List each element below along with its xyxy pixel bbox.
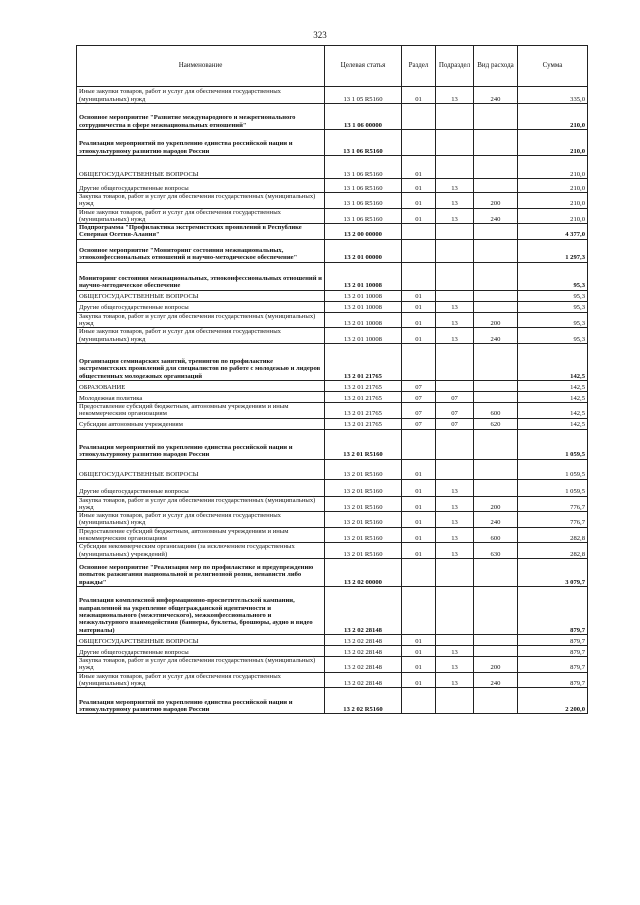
table-row (77, 328, 588, 344)
table-row (77, 156, 588, 179)
cell-expense-type (474, 130, 518, 156)
cell-target-article: 13 2 00 00000 (325, 224, 402, 240)
cell-subsection (436, 104, 474, 130)
cell-target-article: 13 1 06 00000 (325, 104, 402, 130)
cell-section (402, 688, 436, 714)
cell-subsection: 13 (436, 193, 474, 209)
table-row (77, 262, 588, 290)
cell-subsection (436, 586, 474, 634)
cell-sum: 879,7 (518, 645, 588, 656)
table-row (77, 343, 588, 380)
cell-section: 07 (402, 391, 436, 402)
cell-expense-type (474, 224, 518, 240)
cell-section: 01 (402, 312, 436, 328)
cell-section (402, 343, 436, 380)
cell-sum: 2 200,0 (518, 688, 588, 714)
cell-target-article: 13 1 06 R5160 (325, 208, 402, 224)
cell-subsection: 13 (436, 527, 474, 543)
cell-subsection (436, 380, 474, 391)
cell-subsection: 13 (436, 312, 474, 328)
cell-section: 07 (402, 402, 436, 418)
cell-name: Предоставление субсидий бюджетным, автономным учреждениям и иным некоммерческим организациям (77, 527, 325, 543)
cell-name: Другие общегосударственные вопросы (77, 301, 325, 312)
cell-sum: 879,7 (518, 656, 588, 672)
cell-section: 01 (402, 496, 436, 512)
cell-section (402, 239, 436, 262)
cell-name: Основное мероприятие "Реализация мер по профилактике и предупреждению попыток разжигания национальной и религиозной розни, ненависти либо вражды" (77, 558, 325, 586)
cell-name: ОБРАЗОВАНИЕ (77, 380, 325, 391)
cell-target-article: 13 2 01 R5160 (325, 429, 402, 459)
header-expense-type: Вид расхода (474, 46, 518, 87)
cell-expense-type (474, 645, 518, 656)
cell-subsection: 13 (436, 512, 474, 528)
cell-name: Реализация мероприятий по укреплению единства российской нации и этнокультурному развитию народов России (77, 429, 325, 459)
cell-name: Субсидии некоммерческим организациям (за исключением государственных (муниципальных) учреждений) (77, 543, 325, 559)
cell-expense-type (474, 239, 518, 262)
cell-sum: 3 079,7 (518, 558, 588, 586)
cell-target-article: 13 2 01 00000 (325, 239, 402, 262)
cell-sum: 4 377,0 (518, 224, 588, 240)
cell-expense-type: 240 (474, 672, 518, 688)
cell-subsection (436, 290, 474, 301)
cell-sum: 776,7 (518, 512, 588, 528)
cell-sum: 210,0 (518, 130, 588, 156)
cell-subsection (436, 688, 474, 714)
cell-section: 01 (402, 634, 436, 645)
cell-section: 07 (402, 418, 436, 429)
cell-section: 01 (402, 543, 436, 559)
table-row (77, 418, 588, 429)
cell-expense-type: 240 (474, 87, 518, 104)
table-row (77, 87, 588, 104)
table-row (77, 301, 588, 312)
cell-subsection: 13 (436, 479, 474, 496)
cell-target-article: 13 2 01 R5160 (325, 543, 402, 559)
cell-section: 01 (402, 179, 436, 193)
cell-section (402, 558, 436, 586)
cell-target-article: 13 1 05 R5160 (325, 87, 402, 104)
cell-target-article: 13 2 01 10008 (325, 328, 402, 344)
cell-expense-type: 600 (474, 402, 518, 418)
cell-name: Иные закупки товаров, работ и услуг для обеспечения государственных (муниципальных) нужд (77, 87, 325, 104)
cell-expense-type: 200 (474, 312, 518, 328)
cell-subsection (436, 224, 474, 240)
cell-sum: 95,3 (518, 301, 588, 312)
cell-expense-type: 620 (474, 418, 518, 429)
cell-name: Закупка товаров, работ и услуг для обеспечения государственных (муниципальных) нужд (77, 496, 325, 512)
cell-target-article: 13 1 06 R5160 (325, 156, 402, 179)
cell-target-article: 13 2 02 28148 (325, 656, 402, 672)
table-row (77, 224, 588, 240)
cell-subsection: 13 (436, 328, 474, 344)
cell-sum: 95,3 (518, 290, 588, 301)
cell-target-article: 13 2 01 21765 (325, 402, 402, 418)
cell-target-article: 13 2 01 R5160 (325, 496, 402, 512)
cell-section: 01 (402, 290, 436, 301)
cell-expense-type (474, 429, 518, 459)
cell-expense-type (474, 343, 518, 380)
cell-expense-type (474, 301, 518, 312)
table-row (77, 290, 588, 301)
cell-expense-type (474, 156, 518, 179)
cell-subsection (436, 239, 474, 262)
cell-name: Реализация комплексной информационно-просветительской кампании, направленной на укрепление общегражданской идентичности и межнационального (межэтнического), межконфессионального и межкультурного взаимодействия (баннеры, буклеты, брошюры, аудио и видео материалы) (77, 586, 325, 634)
cell-name: Другие общегосударственные вопросы (77, 179, 325, 193)
cell-target-article: 13 2 02 28148 (325, 586, 402, 634)
cell-expense-type (474, 262, 518, 290)
cell-name: Закупка товаров, работ и услуг для обеспечения государственных (муниципальных) нужд (77, 312, 325, 328)
cell-expense-type (474, 688, 518, 714)
cell-target-article: 13 2 01 R5160 (325, 512, 402, 528)
cell-subsection: 13 (436, 543, 474, 559)
cell-sum: 210,0 (518, 156, 588, 179)
cell-subsection: 13 (436, 179, 474, 193)
cell-name: Предоставление субсидий бюджетным, автономным учреждениям и иным некоммерческим организациям (77, 402, 325, 418)
cell-target-article: 13 1 06 R5160 (325, 179, 402, 193)
cell-target-article: 13 2 02 28148 (325, 634, 402, 645)
cell-name: ОБЩЕГОСУДАРСТВЕННЫЕ ВОПРОСЫ (77, 459, 325, 479)
cell-expense-type: 630 (474, 543, 518, 559)
cell-target-article: 13 2 01 21765 (325, 391, 402, 402)
table-row (77, 496, 588, 512)
cell-section: 01 (402, 87, 436, 104)
cell-name: Организация семинарских занятий, тренингов по профилактике экстремистских проявлений для специалистов по работе с молодежью и лидеров общественных молодежных организаций (77, 343, 325, 380)
cell-section (402, 130, 436, 156)
cell-name: Иные закупки товаров, работ и услуг для обеспечения государственных (муниципальных) нужд (77, 672, 325, 688)
cell-sum: 879,7 (518, 586, 588, 634)
cell-name: Другие общегосударственные вопросы (77, 479, 325, 496)
cell-target-article: 13 2 01 21765 (325, 418, 402, 429)
table-row (77, 688, 588, 714)
cell-subsection: 07 (436, 418, 474, 429)
cell-expense-type: 200 (474, 193, 518, 209)
cell-name: Реализация мероприятий по укреплению единства российской нации и этнокультурному развитию народов России (77, 130, 325, 156)
table-row (77, 512, 588, 528)
cell-expense-type (474, 290, 518, 301)
cell-expense-type (474, 104, 518, 130)
cell-subsection: 07 (436, 402, 474, 418)
cell-section (402, 586, 436, 634)
cell-section: 07 (402, 380, 436, 391)
cell-target-article: 13 2 02 R5160 (325, 688, 402, 714)
cell-target-article: 13 2 01 21765 (325, 380, 402, 391)
cell-section (402, 224, 436, 240)
cell-section: 01 (402, 479, 436, 496)
cell-name: ОБЩЕГОСУДАРСТВЕННЫЕ ВОПРОСЫ (77, 634, 325, 645)
cell-sum: 210,0 (518, 193, 588, 209)
cell-subsection (436, 343, 474, 380)
cell-sum: 142,5 (518, 343, 588, 380)
cell-target-article: 13 1 06 R5160 (325, 193, 402, 209)
cell-name: Закупка товаров, работ и услуг для обеспечения государственных (муниципальных) нужд (77, 193, 325, 209)
cell-expense-type (474, 391, 518, 402)
cell-subsection (436, 262, 474, 290)
cell-subsection: 13 (436, 87, 474, 104)
cell-name: Субсидии автономным учреждениям (77, 418, 325, 429)
cell-subsection (436, 558, 474, 586)
cell-name: Иные закупки товаров, работ и услуг для обеспечения государственных (муниципальных) нужд (77, 208, 325, 224)
cell-sum: 210,0 (518, 208, 588, 224)
table-row (77, 312, 588, 328)
cell-sum: 1 297,3 (518, 239, 588, 262)
table-row (77, 193, 588, 209)
cell-section (402, 262, 436, 290)
table-row (77, 479, 588, 496)
cell-section: 01 (402, 512, 436, 528)
cell-expense-type (474, 558, 518, 586)
cell-section: 01 (402, 527, 436, 543)
cell-section: 01 (402, 645, 436, 656)
cell-name: Подпрограмма "Профилактика экстремистских проявлений в Республике Северная Осетия-Алания" (77, 224, 325, 240)
cell-section (402, 104, 436, 130)
cell-name: Иные закупки товаров, работ и услуг для обеспечения государственных (муниципальных) нужд (77, 328, 325, 344)
cell-name: ОБЩЕГОСУДАРСТВЕННЫЕ ВОПРОСЫ (77, 290, 325, 301)
cell-subsection: 07 (436, 391, 474, 402)
cell-target-article: 13 2 01 10008 (325, 262, 402, 290)
cell-name: Основное мероприятие "Мониторинг состояния межнациональных, этноконфессиональных отношений и научно-методическое обеспечение" (77, 239, 325, 262)
cell-name: Закупка товаров, работ и услуг для обеспечения государственных (муниципальных) нужд (77, 656, 325, 672)
cell-sum: 142,5 (518, 391, 588, 402)
cell-target-article: 13 2 01 10008 (325, 312, 402, 328)
cell-sum: 776,7 (518, 496, 588, 512)
cell-subsection: 13 (436, 672, 474, 688)
cell-section: 01 (402, 656, 436, 672)
page-number: 323 (313, 30, 327, 40)
table-row (77, 239, 588, 262)
cell-subsection: 13 (436, 645, 474, 656)
cell-expense-type (474, 459, 518, 479)
cell-subsection (436, 634, 474, 645)
cell-name: Мониторинг состояния межнациональных, этноконфессиональных отношений и научно-методическое обеспечение (77, 262, 325, 290)
cell-section: 01 (402, 459, 436, 479)
cell-subsection (436, 459, 474, 479)
cell-target-article: 13 2 01 21765 (325, 343, 402, 380)
header-section: Раздел (402, 46, 436, 87)
cell-name: Реализация мероприятий по укреплению единства российской нации и этнокультурному развитию народов России (77, 688, 325, 714)
cell-sum: 210,0 (518, 179, 588, 193)
cell-target-article: 13 2 02 00000 (325, 558, 402, 586)
cell-sum: 210,0 (518, 104, 588, 130)
table-row (77, 634, 588, 645)
cell-expense-type (474, 634, 518, 645)
cell-expense-type (474, 479, 518, 496)
cell-subsection: 13 (436, 208, 474, 224)
cell-sum: 1 059,5 (518, 429, 588, 459)
table-row (77, 645, 588, 656)
cell-target-article: 13 2 01 10008 (325, 301, 402, 312)
cell-sum: 1 059,5 (518, 459, 588, 479)
table-row (77, 402, 588, 418)
cell-expense-type: 240 (474, 512, 518, 528)
cell-name: Молодежная политика (77, 391, 325, 402)
cell-sum: 282,8 (518, 543, 588, 559)
cell-target-article: 13 2 01 R5160 (325, 527, 402, 543)
header-sum: Сумма (518, 46, 588, 87)
cell-section: 01 (402, 328, 436, 344)
cell-sum: 879,7 (518, 634, 588, 645)
cell-section: 01 (402, 156, 436, 179)
cell-subsection (436, 130, 474, 156)
header-subsection: Подраздел (436, 46, 474, 87)
cell-sum: 1 059,5 (518, 479, 588, 496)
cell-expense-type: 600 (474, 527, 518, 543)
cell-name: Другие общегосударственные вопросы (77, 645, 325, 656)
table-row (77, 527, 588, 543)
table-row (77, 459, 588, 479)
cell-sum: 142,5 (518, 380, 588, 391)
table-row (77, 130, 588, 156)
table-row (77, 391, 588, 402)
cell-subsection: 13 (436, 656, 474, 672)
table-row (77, 429, 588, 459)
cell-section: 01 (402, 208, 436, 224)
cell-sum: 142,5 (518, 418, 588, 429)
cell-name: ОБЩЕГОСУДАРСТВЕННЫЕ ВОПРОСЫ (77, 156, 325, 179)
cell-subsection (436, 156, 474, 179)
cell-sum: 335,0 (518, 87, 588, 104)
table-row (77, 208, 588, 224)
cell-expense-type: 240 (474, 208, 518, 224)
cell-sum: 142,5 (518, 402, 588, 418)
table-row (77, 543, 588, 559)
cell-sum: 95,3 (518, 312, 588, 328)
cell-target-article: 13 2 01 R5160 (325, 479, 402, 496)
cell-sum: 879,7 (518, 672, 588, 688)
cell-expense-type: 200 (474, 496, 518, 512)
cell-sum: 282,8 (518, 527, 588, 543)
cell-target-article: 13 2 01 R5160 (325, 459, 402, 479)
cell-subsection: 13 (436, 301, 474, 312)
table-row (77, 380, 588, 391)
cell-sum: 95,3 (518, 262, 588, 290)
table-row (77, 656, 588, 672)
table-row (77, 672, 588, 688)
table-row (77, 558, 588, 586)
cell-expense-type (474, 586, 518, 634)
cell-expense-type: 240 (474, 328, 518, 344)
table-body (77, 87, 588, 714)
cell-sum: 95,3 (518, 328, 588, 344)
cell-section: 01 (402, 193, 436, 209)
cell-target-article: 13 1 06 R5160 (325, 130, 402, 156)
cell-section (402, 429, 436, 459)
cell-expense-type (474, 380, 518, 391)
table-row (77, 179, 588, 193)
budget-table (76, 45, 588, 714)
header-name: Наименование (77, 46, 325, 87)
table-header-row (77, 46, 588, 87)
cell-subsection (436, 429, 474, 459)
cell-name: Основное мероприятие "Развитие международного и межрегионального сотрудничества в сфере межнациональных отношений" (77, 104, 325, 130)
cell-target-article: 13 2 01 10008 (325, 290, 402, 301)
header-target: Целевая статья (325, 46, 402, 87)
cell-subsection: 13 (436, 496, 474, 512)
cell-target-article: 13 2 02 28148 (325, 672, 402, 688)
cell-section: 01 (402, 301, 436, 312)
cell-target-article: 13 2 02 28148 (325, 645, 402, 656)
cell-section: 01 (402, 672, 436, 688)
cell-expense-type: 200 (474, 656, 518, 672)
cell-expense-type (474, 179, 518, 193)
table-row (77, 104, 588, 130)
cell-name: Иные закупки товаров, работ и услуг для обеспечения государственных (муниципальных) нужд (77, 512, 325, 528)
table-row (77, 586, 588, 634)
